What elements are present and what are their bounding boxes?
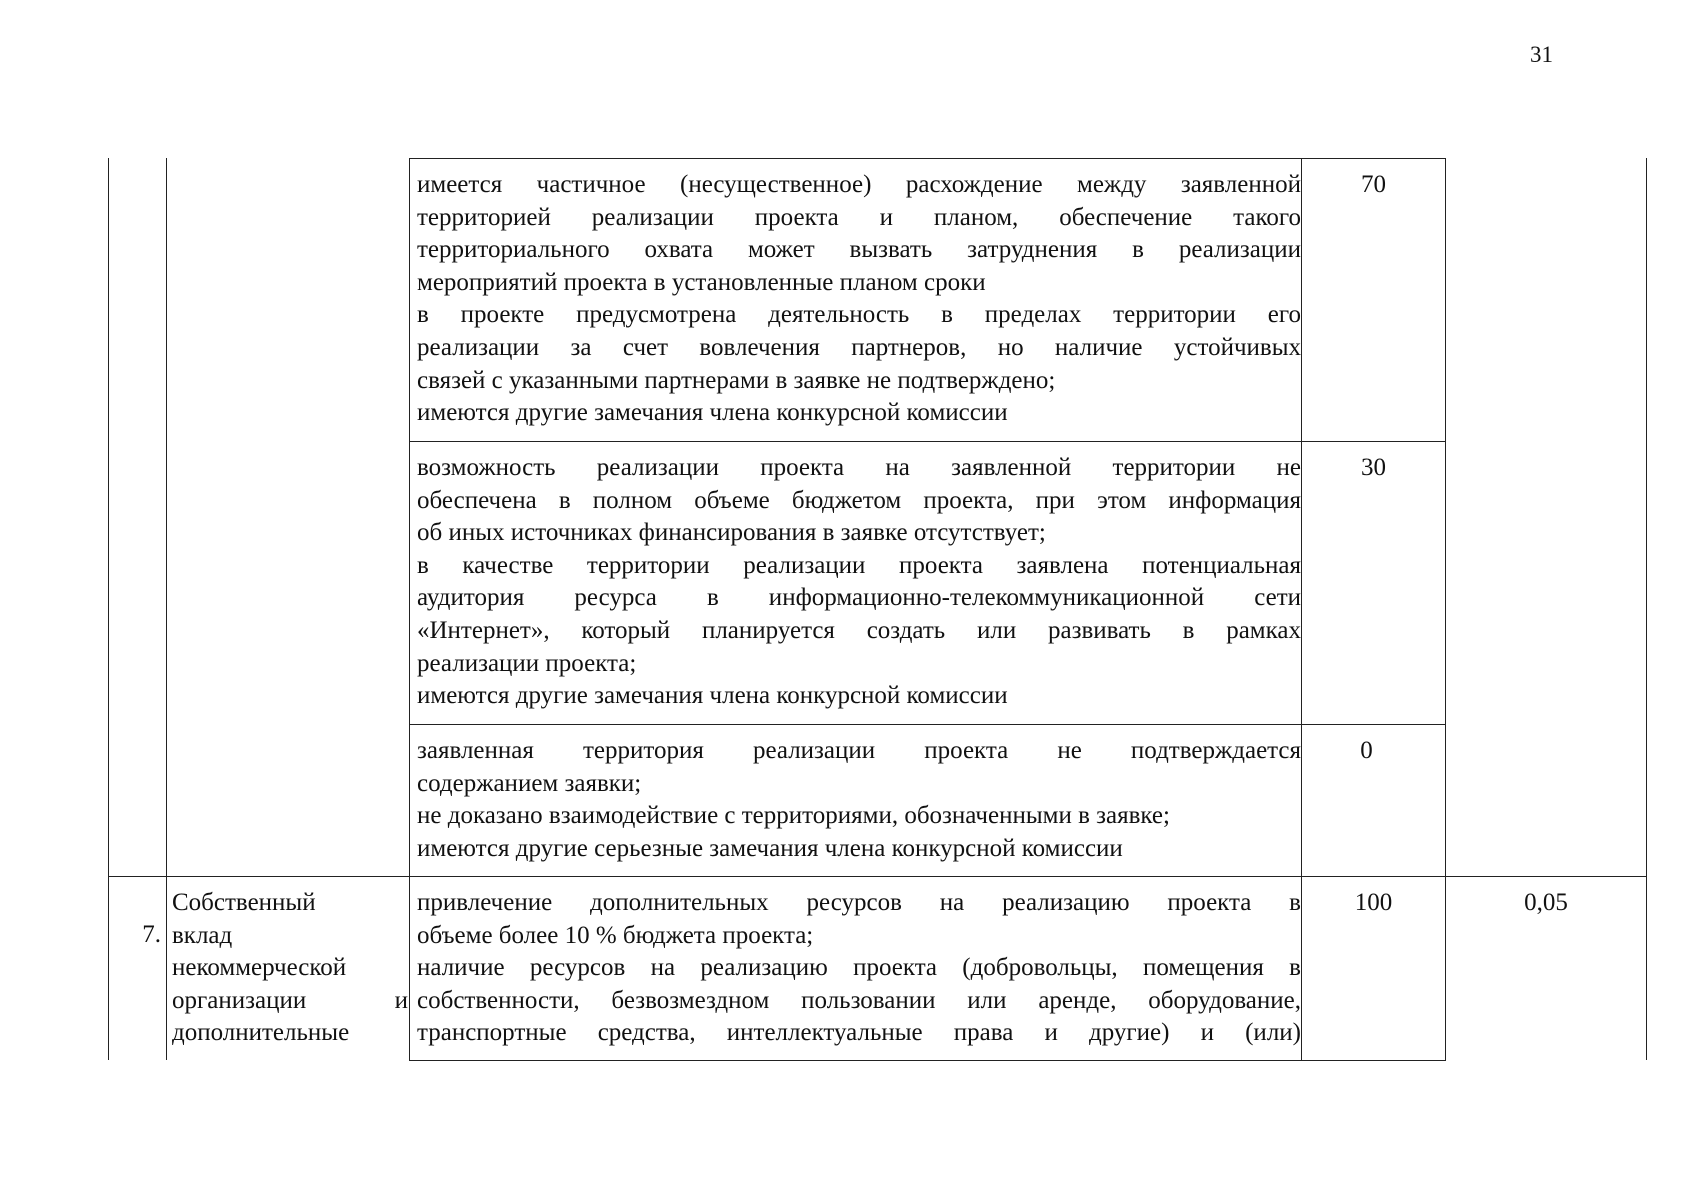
criterion-line: имеется частичное (несущественное) расхождение между заявленной — [417, 171, 1301, 198]
criterion-line: не доказано взаимодействие с территориями, обозначенными в заявке; — [417, 802, 1170, 830]
criterion-name — [172, 887, 408, 1050]
table-divider-score — [1301, 158, 1302, 1060]
criterion-line: аудитория ресурса в информационно-телекоммуникационной сети — [417, 584, 1301, 612]
score-cell: 0 — [1360, 737, 1373, 764]
criterion-line: объеме более 10 % бюджета проекта; — [417, 921, 814, 949]
criterion-line: в проекте предусмотрена деятельность в пределах территории его — [417, 301, 1301, 329]
criterion-name-line: дополнительные — [172, 1019, 350, 1047]
criterion-number: 7. — [142, 921, 161, 948]
page-number: 31 — [1530, 42, 1553, 67]
score-cell: 70 — [1361, 171, 1386, 198]
criterion-line: «Интернет», который планируется создать или развивать в рамках — [417, 616, 1301, 644]
criterion-name-line: организации и — [172, 986, 408, 1014]
criterion-line: реализации за счет вовлечения партнеров, но наличие устойчивых — [417, 333, 1301, 361]
criterion-line: территорией реализации проекта и планом, обеспечение такого — [417, 203, 1301, 231]
weight-cell: 0,05 — [1524, 889, 1568, 916]
criterion-cell — [417, 887, 1301, 1050]
table-divider-name — [409, 158, 410, 1060]
criterion-line: собственности, безвозмездном пользовании или аренде, оборудование, — [417, 986, 1301, 1014]
criterion-line: мероприятий проекта в установленные планом сроки — [417, 268, 986, 296]
criterion-name-line: некоммерческой — [172, 954, 347, 982]
criterion-line: транспортные средства, интеллектуальные права и другие) и (или) — [417, 1019, 1301, 1047]
criterion-line: имеются другие замечания члена конкурсной комиссии — [417, 682, 1008, 710]
criterion-line: реализации проекта; — [417, 649, 637, 677]
score-cell: 100 — [1354, 889, 1393, 916]
table-divider-number — [166, 158, 167, 1060]
row-separator — [409, 724, 1446, 725]
criterion-name-line: Собственный — [172, 889, 316, 916]
criterion-line: заявленная территория реализации проекта не подтверждается — [417, 737, 1301, 764]
criterion-name-line: вклад — [172, 921, 233, 949]
criterion-line: имеются другие замечания члена конкурсной комиссии — [417, 399, 1008, 427]
score-cell: 30 — [1361, 454, 1386, 481]
criterion-line: территориального охвата может вызвать затруднения в реализации — [417, 236, 1301, 264]
criterion-line: наличие ресурсов на реализацию проекта (добровольцы, помещения в — [417, 954, 1301, 982]
section-separator — [108, 876, 1647, 877]
table-border-top — [409, 158, 1446, 159]
criterion-cell — [417, 452, 1301, 713]
table-border-bottom — [409, 1060, 1446, 1061]
criterion-cell — [417, 735, 1301, 865]
table-border-right — [1646, 158, 1647, 1060]
criterion-line: связей с указанными партнерами в заявке не подтверждено; — [417, 366, 1056, 394]
table-border-left — [108, 158, 109, 1060]
criterion-line: обеспечена в полном объеме бюджетом проекта, при этом информация — [417, 486, 1301, 514]
criterion-line: в качестве территории реализации проекта заявлена потенциальная — [417, 551, 1301, 579]
criterion-line: об иных источниках финансирования в заявке отсутствует; — [417, 519, 1046, 547]
criterion-cell — [417, 169, 1301, 430]
criterion-line: привлечение дополнительных ресурсов на реализацию проекта в — [417, 889, 1301, 916]
table-divider-weight — [1445, 158, 1446, 1060]
row-separator — [409, 441, 1446, 442]
criterion-line: содержанием заявки; — [417, 769, 642, 797]
criterion-line: возможность реализации проекта на заявленной территории не — [417, 454, 1301, 481]
criterion-line: имеются другие серьезные замечания члена конкурсной комиссии — [417, 834, 1123, 862]
